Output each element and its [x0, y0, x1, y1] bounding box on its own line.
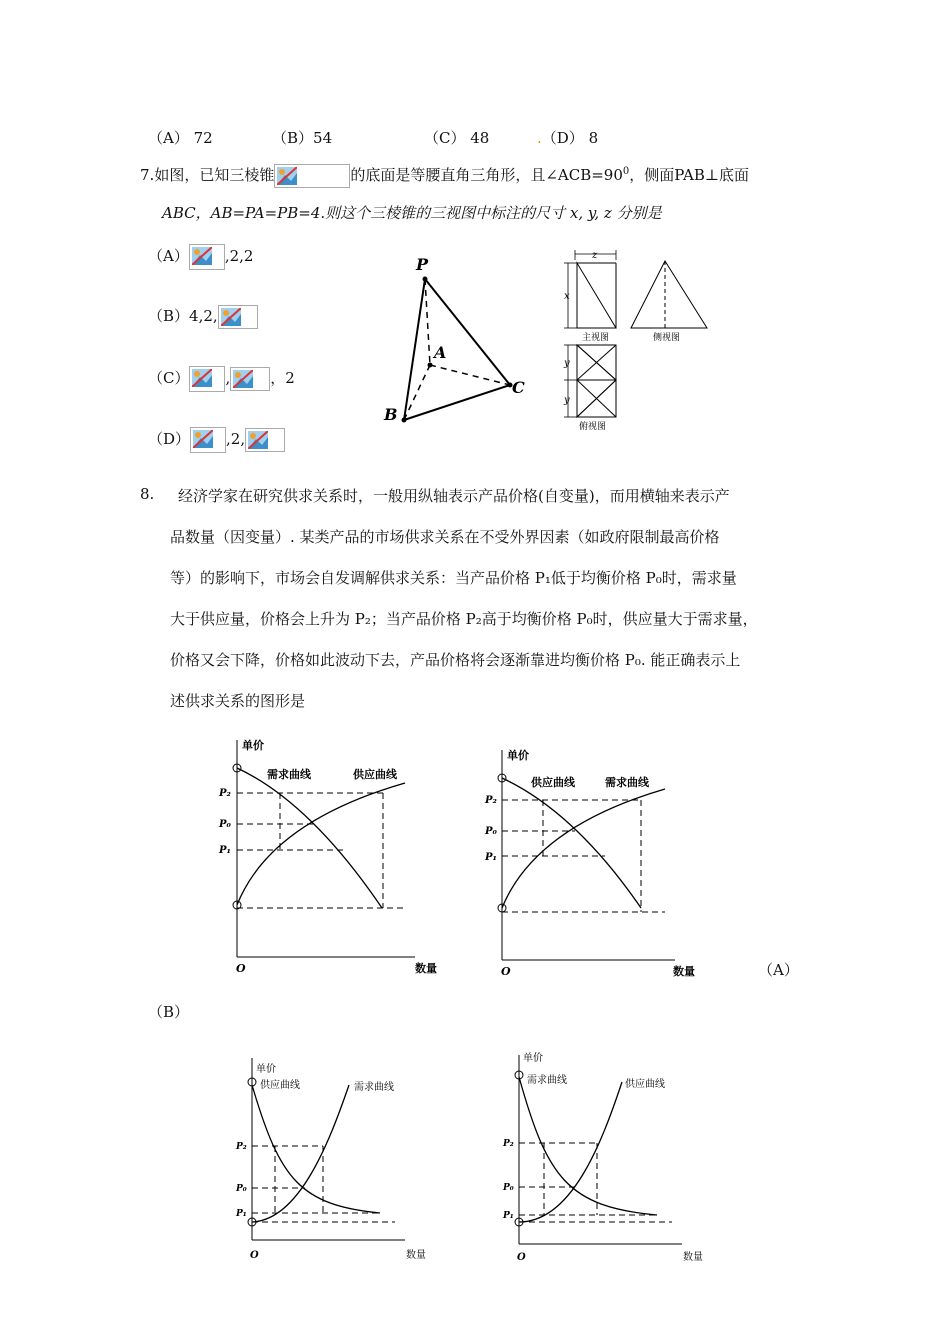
supply-demand-graph-4	[497, 1047, 712, 1267]
three-views-figure	[555, 248, 715, 433]
image-placeholder-icon	[218, 305, 258, 329]
p2-label: P₂	[485, 795, 497, 806]
p1-label: P₁	[219, 845, 231, 856]
vertex-a-label: A	[434, 343, 447, 362]
image-placeholder-icon	[274, 164, 350, 188]
origin-label: O	[501, 965, 511, 978]
side-view-label: 侧视图	[653, 333, 681, 343]
q7-line1: 7.如图，已知三棱锥 的底面是等腰直角三角形，且$\angle ACB=90^0$，侧面PAB⊥底面	[140, 162, 749, 188]
image-placeholder-icon	[230, 367, 270, 391]
supply-demand-graph-3	[230, 1050, 440, 1265]
image-placeholder-icon	[189, 366, 225, 392]
q8-option-a-label: （A）	[758, 961, 799, 979]
p2-label: P₂	[236, 1142, 247, 1152]
q6-option-a: （A） 72	[148, 129, 213, 147]
supply-curve-label: 供应曲线	[353, 768, 397, 781]
p2-label: P₂	[219, 788, 231, 799]
q6-option-d: .（D） 8	[537, 129, 599, 147]
p1-label: P₁	[485, 852, 497, 863]
origin-label: O	[517, 1252, 526, 1263]
p0-label: P₀	[219, 819, 231, 830]
q6-option-c: （C） 48	[424, 129, 490, 147]
vertex-b-label: B	[384, 405, 398, 424]
demand-curve-label: 需求曲线	[605, 776, 649, 789]
x-axis-label: 数量	[406, 1250, 426, 1261]
supply-demand-graph-1	[210, 732, 450, 982]
q8-line-2: 品数量（因变量）. 某类产品的市场供求关系在不受外界因素（如政府限制最高价格	[170, 528, 720, 546]
demand-curve-label: 需求曲线	[267, 768, 311, 781]
y-axis-label: 单价	[523, 1053, 543, 1064]
q7-option-d: （D） ,2,	[148, 427, 285, 453]
origin-label: O	[250, 1250, 259, 1261]
q8-line-1: 经济学家在研究供求关系时，一般用纵轴表示产品价格(自变量)，而用横轴来表示产	[178, 487, 730, 505]
vertex-p-label: P	[416, 255, 429, 274]
vertex-c-label: C	[512, 378, 525, 397]
q8-line-4: 大于供应量，价格会上升为 P₂；当产品价格 P₂高于均衡价格 P₀时，供应量大于需求量，	[170, 610, 758, 628]
image-placeholder-icon	[189, 244, 225, 270]
y-label-bottom: y	[564, 395, 570, 406]
image-placeholder-icon	[245, 428, 285, 452]
image-placeholder-icon	[190, 427, 226, 453]
p1-label: P₁	[503, 1211, 514, 1221]
p0-label: P₀	[236, 1184, 247, 1194]
p1-label: P₁	[236, 1209, 247, 1219]
y-axis-label: 单价	[242, 739, 264, 752]
q8-option-b-label: （B）	[148, 1003, 190, 1021]
q7-option-a: （A） ,2,2	[148, 244, 253, 270]
q7-line2: ABC，AB=PA=PB=4.则这个三棱锥的三视图中标注的尺寸 x, y, z 分别是	[162, 204, 662, 222]
y-axis-label: 单价	[507, 749, 529, 762]
supply-curve-label: 供应曲线	[531, 776, 575, 789]
p2-label: P₂	[503, 1139, 514, 1149]
q7-option-b: （B）4,2,	[148, 305, 258, 329]
q8-number: 8.	[140, 485, 155, 503]
supply-demand-graph-2	[475, 742, 715, 987]
x-label: x	[564, 291, 570, 302]
x-axis-label: 数量	[683, 1252, 703, 1263]
x-axis-label: 数量	[415, 962, 437, 975]
q8-line-3: 等）的影响下，市场会自发调解供求关系：当产品价格 P₁低于均衡价格 P₀时，需求量	[170, 569, 737, 587]
top-view-label: 俯视图	[579, 422, 607, 432]
supply-curve-label: 供应曲线	[625, 1079, 665, 1090]
y-label-top: y	[564, 358, 570, 369]
supply-curve-label: 供应曲线	[260, 1080, 300, 1091]
p0-label: P₀	[503, 1183, 514, 1193]
q8-line-5: 价格又会下降，价格如此波动下去，产品价格将会逐渐靠进均衡价格 P₀. 能正确表示上	[170, 651, 741, 669]
q7-option-c: （C） , ，2	[148, 366, 295, 392]
q8-line-6: 述供求关系的图形是	[170, 692, 306, 710]
x-axis-label: 数量	[673, 965, 695, 978]
pyramid-figure	[370, 250, 540, 430]
origin-label: O	[236, 962, 246, 975]
front-view-label: 主视图	[582, 333, 610, 343]
demand-curve-label: 需求曲线	[527, 1075, 567, 1086]
p0-label: P₀	[485, 826, 497, 837]
demand-curve-label: 需求曲线	[354, 1082, 394, 1093]
q6-option-b: （B）54	[272, 129, 333, 147]
y-axis-label: 单价	[256, 1064, 276, 1075]
z-label: z	[592, 250, 598, 261]
